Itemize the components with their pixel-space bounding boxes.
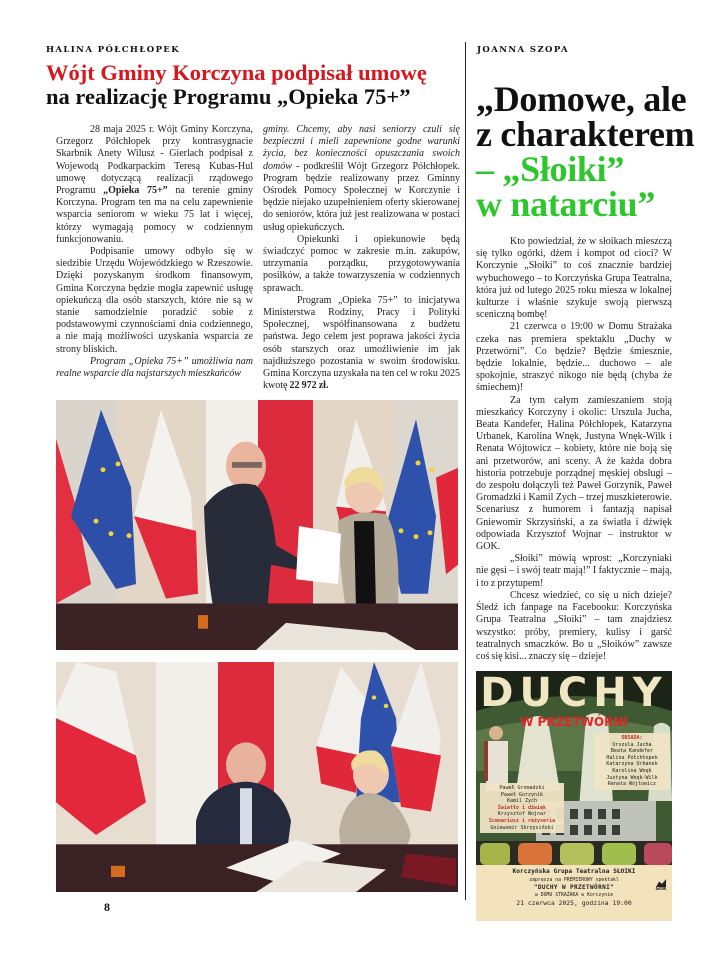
left-article-column-1 xyxy=(56,124,253,380)
right-article-body xyxy=(476,236,672,663)
amount-bold: 22 972 zł. xyxy=(289,380,329,392)
credit-name: Krzysztof Wojnar xyxy=(497,811,547,818)
poster-info-panel xyxy=(476,865,672,921)
paragraph: Za tym całym zamieszaniem stoją mieszkańcy Korczyny i okolic: Urszula Jucha, Beata Kandefer, Halina Półchłopek, Katarzyna Urbanek, Karolina Wnęk, Justyna Wnęk-Wilk i Renata Wójtowicz – kobiety, które nie boją się ani przetworów, ani sceny. A że każda dobra historia potrzebuje porządnej męskiej obsługi – do zespołu dołączyli też Paweł Gorzynik, Paweł Gromadzki i Kamil Zych – trzej muszkieterowie. Scenariusz z humorem i fantazją napisał Gniewomir Skrzysiński, a za światła i dźwięk odpowiada Krzysztof Wojnar – instruktor w GOK. xyxy=(476,394,672,553)
gok-logo xyxy=(652,879,670,893)
text: - podkreślił Wójt Grzegorz Półchłopek. Program będzie realizowany przez Gminny Ośrodek Pomocy Społecznej w Korczynie i będzie niejako uzupełnieniem oferty skierowanej do seniorów, która już jest realizowana w postaci usług opiekuńczych. xyxy=(263,160,460,233)
paragraph: Opiekunki i opiekunowie będą świadczyć pomoc w zakresie m.in. zakupów, utrzymania porządku, przygotowywania posiłków, a także towarzyszenia w codziennych sprawach. xyxy=(263,233,460,294)
paragraph xyxy=(263,124,460,234)
cast-member: Kamil Zych xyxy=(506,798,538,805)
cast-heading: OBSADA: xyxy=(621,735,643,742)
paragraph: Kto powiedział, że w słoikach mieszczą się tylko ogórki, dżem i kompot od cioci? W Korczynie „Słoiki” to coś znacznie bardziej wybuchowego – to Korczyńska Grupa Teatralna, która już od lutego 2025 roku miesza w lokalnej kulturze i właśnie szykuje swoją pierwszą sceniczną bombę! xyxy=(476,236,672,321)
gok-logo-icon xyxy=(656,879,666,887)
left-article-columns xyxy=(56,124,460,392)
cast-member: Katarzyna Urbanek xyxy=(606,761,658,768)
poster-subtitle: W PRZETWÓRNI xyxy=(520,715,628,730)
cast-member: Justyna Wnęk-Wilk xyxy=(606,774,658,781)
play-title: "DUCHY W PRZETWÓRNI" xyxy=(533,884,615,892)
group-name: Korczyńska Grupa Teatralna SŁOIKI xyxy=(512,868,636,876)
text: 28 maja 2025 r. Wójt Gminy Korczyna, Grzegorz Półchłopek przy kontrasygnacie Skarbnik Anety Wilusz - Gierlach podpisał z Wojewodą Podkarpackim Teresą Kubas-Hul umowę dotyczącą realizacji rządowego Programu xyxy=(56,124,253,197)
right-article-body-wrap xyxy=(476,236,672,921)
right-article-headline-line2: z charakterem xyxy=(476,114,695,154)
paragraph xyxy=(263,295,460,393)
poster-cast-women xyxy=(594,733,670,790)
left-article-column-2 xyxy=(263,124,460,392)
right-article-headline-line1: „Domowe, ale xyxy=(476,79,687,119)
invite-line: zaprasza na PREMIEROWY spektakl xyxy=(529,878,619,884)
right-article-headline-line4: w natarciu” xyxy=(476,184,656,224)
quote-text: gminy. Chcemy, aby nasi seniorzy czuli się bezpieczni i mieli zapewnione godne warunki życia, bez konieczności opuszczania swoich domów xyxy=(263,124,460,172)
venue: w DOMU STRAŻAKA w Korczynie xyxy=(535,893,613,899)
gok-logo-text: GOK xyxy=(655,887,667,893)
cast-member: Karolina Wnęk xyxy=(612,768,652,775)
cast-member: Urszula Jucha xyxy=(612,741,652,748)
paragraph-quote xyxy=(56,356,253,380)
poster-cast-men xyxy=(480,783,564,833)
paragraph: „Słoiki” mówią wprost: „Korczyniaki nie gęsi – i swój teatr mają!” I faktycznie – mają, i to z przytupem! xyxy=(476,553,672,589)
page-number: 8 xyxy=(104,900,110,915)
paragraph: Podpisanie umowy odbyło się w siedzibie Urzędu Wojewódzkiego w Rzeszowie. Dzięki pozyskanym środkom finansowym, Gmina Korczyna będzie mogła zapewnić usługę opiekuńczą dla osób starszych, które nie są w stanie samodzielnie poradzić sobie z podstawowymi czynnościami dnia codziennego, a nie mają możliwości uzyskania wsparcia ze strony bliskich. xyxy=(56,246,253,355)
date-time: 21 czerwca 2025, godzina 19:00 xyxy=(516,899,632,908)
right-article-headline-line3: – „Słoiki” xyxy=(476,149,625,189)
left-article-headline-line1: Wójt Gminy Korczyna podpisał umowę xyxy=(46,60,427,85)
quote-text: Program „Opieka 75+” umożliwia nam realne wsparcie dla najstarszych mieszkańców xyxy=(56,355,253,380)
column-divider xyxy=(465,42,466,900)
paragraph: Chcesz wiedzieć, co się u nich dzieje? Śledź ich fanpage na Facebooku: Korczyńska Grupa Teatralna „Słoiki” – tam znajdziesz wszystko: próby, premiery, kulisy i garść teatralnych smaczków. Bo u „Słoików” zawsze coś się kisi... znaczy się – dzieje! xyxy=(476,589,672,662)
poster-title: DUCHY xyxy=(480,671,668,717)
left-article-body xyxy=(56,124,460,915)
photo-signing xyxy=(56,662,458,892)
right-article-author: JOANNA SZOPA xyxy=(477,45,570,55)
paragraph: 21 czerwca o 19:00 w Domu Strażaka czeka nas premiera spektaklu „Duchy w Przetwórni”. Co będzie? Będzie śmiesznie, będzie lokalnie, będzie... duchowo – ale spokojnie, straszyć nikogo nie będą (chyba że śmiechem)! xyxy=(476,321,672,394)
paragraph xyxy=(56,124,253,246)
cast-member: Halina Półchłopek xyxy=(606,754,658,761)
theatre-poster xyxy=(476,671,672,921)
credit-label: Scenariusz i reżyseria xyxy=(488,818,556,825)
photo-handshake xyxy=(56,400,458,650)
cast-member: Renata Wójtowicz xyxy=(607,781,657,788)
text: Program „Opieka 75+” to inicjatywa Ministerstwa Rodziny, Pracy i Polityki Społecznej, współfinansowana z budżetu państwa. Jego celem jest poprawa jakości życia osób starszych oraz umożliwienie im jak najdłuższego pozostania w swoim środowisku. Gmina Korczyna uzyskała na ten cel w roku 2025 kwotę xyxy=(263,294,460,392)
cast-member: Beata Kandefer xyxy=(610,748,654,755)
text: na terenie gminy Korczyna. Program ten ma na celu zapewnienie wsparcia seniorom w wieku 75 lat i więcej, którzy wymagają pomocy w codziennym funkcjonowaniu. xyxy=(56,185,254,245)
credit-label: Światło i dźwięk xyxy=(497,804,547,811)
program-name-bold: „Opieka 75+” xyxy=(103,185,168,197)
credit-name: Gniewomir Skrzysiński xyxy=(490,824,554,831)
cast-member: Paweł Gorzynik xyxy=(500,791,544,798)
left-article-author: HALINA PÓŁCHŁOPEK xyxy=(46,45,181,55)
cast-member: Paweł Gromadzki xyxy=(499,785,545,792)
left-article-headline-line2: na realizację Programu „Opieka 75+” xyxy=(46,84,411,109)
